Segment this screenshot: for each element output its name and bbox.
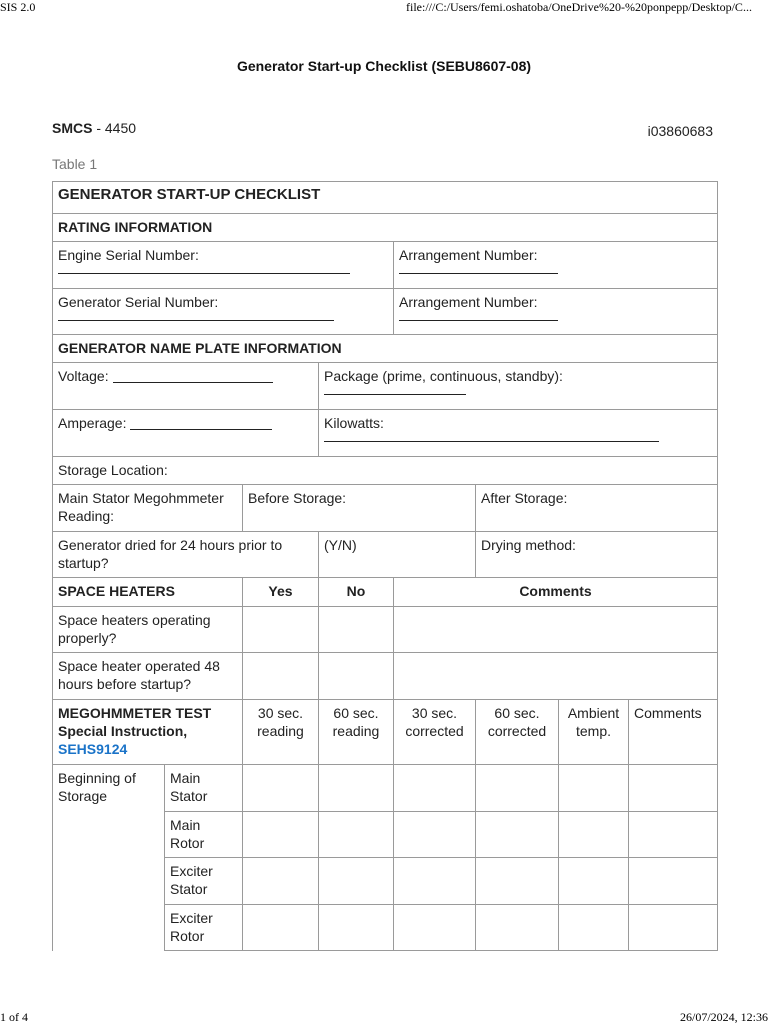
startup-checklist-table — [52, 181, 718, 951]
row-exciter-stator: Exciter Stator — [165, 858, 243, 905]
cell — [243, 858, 319, 905]
kilowatts-blank — [324, 440, 659, 442]
space-heater-no-1 — [319, 607, 394, 653]
cell — [394, 905, 476, 951]
cell — [559, 812, 629, 858]
megohmmeter-title: MEGOHMMETER TEST — [58, 705, 212, 721]
col-60-corrected: 60 sec. corrected — [476, 700, 559, 765]
space-heater-yes-1 — [243, 607, 319, 653]
package-blank — [324, 393, 466, 395]
kilowatts-cell — [319, 410, 718, 457]
space-heaters-header: SPACE HEATERS — [53, 578, 243, 607]
dried-question: Generator dried for 24 hours prior to startup? — [53, 532, 319, 578]
row-main-rotor: Main Rotor — [165, 812, 243, 858]
yes-header: Yes — [243, 578, 319, 607]
special-instruction: Special Instruction, — [58, 723, 188, 739]
main-stator-reading: Main Stator Megohmmeter Reading: — [53, 485, 243, 532]
drying-method: Drying method: — [476, 532, 718, 578]
no-header: No — [319, 578, 394, 607]
cell — [476, 905, 559, 951]
table-label: Table 1 — [52, 156, 98, 172]
package-label: Package (prime, continuous, standby): — [324, 368, 563, 384]
space-heater-comments-2 — [394, 653, 718, 700]
cell — [559, 905, 629, 951]
cell — [319, 858, 394, 905]
col-ambient-temp: Ambient temp. — [559, 700, 629, 765]
arrangement-label-2: Arrangement Number: — [399, 294, 538, 310]
generator-serial-blank — [58, 319, 334, 321]
row-main-stator: Main Stator — [165, 765, 243, 812]
space-heater-yes-2 — [243, 653, 319, 700]
col-comments: Comments — [629, 700, 718, 765]
document-id: i03860683 — [647, 123, 713, 139]
comments-header: Comments — [394, 578, 718, 607]
cell — [319, 812, 394, 858]
voltage-blank — [113, 382, 273, 383]
arrangement-blank-1 — [399, 272, 558, 274]
col-30-corrected: 30 sec. corrected — [394, 700, 476, 765]
storage-location: Storage Location: — [53, 457, 718, 485]
arrangement-cell-2 — [394, 289, 718, 335]
browser-url: file:///C:/Users/femi.oshatoba/OneDrive%20-%20ponpepp/Desktop/C... — [406, 0, 752, 14]
amperage-label: Amperage: — [58, 415, 127, 431]
rating-info-header: RATING INFORMATION — [53, 214, 718, 242]
nameplate-header: GENERATOR NAME PLATE INFORMATION — [53, 335, 718, 363]
cell — [629, 812, 718, 858]
cell — [243, 765, 319, 812]
yn-cell: (Y/N) — [319, 532, 476, 578]
space-heater-question-2: Space heater operated 48 hours before startup? — [53, 653, 243, 700]
arrangement-label-1: Arrangement Number: — [399, 247, 538, 263]
smcs-value: - 4450 — [96, 120, 137, 136]
page-number: 1 of 4 — [0, 1010, 28, 1024]
engine-serial-blank — [58, 272, 350, 274]
cell — [629, 858, 718, 905]
cell — [243, 905, 319, 951]
before-storage: Before Storage: — [243, 485, 476, 532]
voltage-label: Voltage: — [58, 368, 109, 384]
amperage-cell — [53, 410, 319, 457]
cell — [394, 858, 476, 905]
smcs-code — [52, 120, 136, 136]
cell — [394, 812, 476, 858]
space-heater-comments-1 — [394, 607, 718, 653]
col-60-reading: 60 sec. reading — [319, 700, 394, 765]
cell — [243, 812, 319, 858]
smcs-label: SMCS — [52, 120, 93, 136]
cell — [394, 765, 476, 812]
cell — [629, 905, 718, 951]
col-30-reading: 30 sec. reading — [243, 700, 319, 765]
browser-app-title: SIS 2.0 — [0, 0, 36, 14]
arrangement-blank-2 — [399, 319, 558, 321]
page-title: Generator Start-up Checklist (SEBU8607-08) — [236, 58, 532, 74]
engine-serial-cell — [53, 242, 394, 289]
cell — [476, 812, 559, 858]
cell — [319, 765, 394, 812]
cell — [559, 858, 629, 905]
package-cell — [319, 363, 718, 410]
kilowatts-label: Kilowatts: — [324, 415, 384, 431]
space-heater-question-1: Space heaters operating properly? — [53, 607, 243, 653]
beginning-of-storage: Beginning of Storage — [53, 765, 165, 951]
checklist-title: GENERATOR START-UP CHECKLIST — [53, 182, 718, 214]
cell — [476, 765, 559, 812]
after-storage: After Storage: — [476, 485, 718, 532]
arrangement-cell-1 — [394, 242, 718, 289]
print-datetime: 26/07/2024, 12:36 — [679, 1010, 768, 1024]
engine-serial-label: Engine Serial Number: — [58, 247, 199, 263]
megohmmeter-header — [53, 700, 243, 765]
cell — [559, 765, 629, 812]
row-exciter-rotor: Exciter Rotor — [165, 905, 243, 951]
voltage-cell — [53, 363, 319, 410]
cell — [476, 858, 559, 905]
sehs9124-link[interactable]: SEHS9124 — [58, 741, 128, 757]
cell — [319, 905, 394, 951]
space-heater-no-2 — [319, 653, 394, 700]
generator-serial-cell — [53, 289, 394, 335]
amperage-blank — [130, 429, 272, 430]
cell — [629, 765, 718, 812]
generator-serial-label: Generator Serial Number: — [58, 294, 219, 310]
